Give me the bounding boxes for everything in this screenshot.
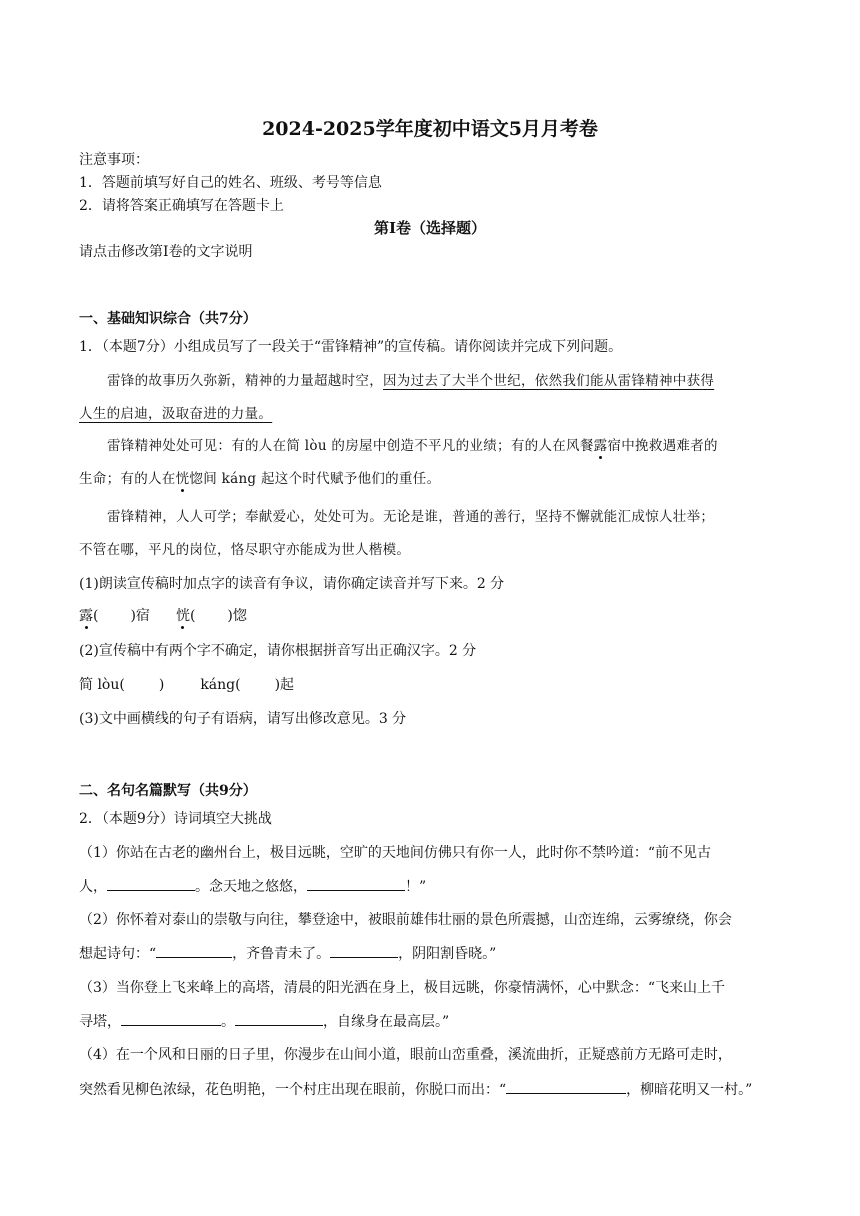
underlined-sentence: 因为过去了大半个世纪，依然我们能从雷锋精神中获得 — [383, 373, 715, 389]
pinyin-prompt: 简 lòu( — [79, 677, 125, 693]
passage-text: 生命；有的人在 — [79, 471, 176, 487]
answer-line — [79, 606, 247, 626]
passage-text: 宿中挽救遇难者的 — [607, 438, 718, 454]
poem-item — [79, 943, 496, 964]
volume-title: 第Ⅰ卷（选择题） — [373, 219, 487, 237]
pinyin-prompt: káng( — [200, 677, 241, 693]
answer-blank[interactable] — [156, 943, 232, 958]
question-stem: 2．（本题9分）诗词填空大挑战 — [79, 811, 272, 827]
section-heading: 一、基础知识综合（共7分） — [79, 311, 257, 327]
poem-item: （4）在一个风和日丽的日子里，你漫步在山间小道，眼前山峦重叠，溪流曲折，正疑惑前方无路可走时， — [79, 1047, 732, 1063]
volume-note: 请点击修改第Ⅰ卷的文字说明 — [79, 244, 253, 260]
passage-line — [79, 469, 440, 489]
answer-line — [79, 675, 294, 695]
notice-item: 1．答题前填写好自己的姓名、班级、考号等信息 — [79, 175, 382, 191]
underlined-sentence: 人生的启迪，汲取奋进的力量。 — [79, 406, 273, 422]
notice-heading: 注意事项： — [79, 152, 149, 168]
answer-blank[interactable] — [107, 876, 195, 891]
dotted-char: 恍 — [175, 608, 190, 624]
dotted-char: 恍 — [175, 471, 190, 487]
poem-item — [79, 1079, 752, 1100]
exam-title: 2024-2025学年度初中语文5月月考卷 — [262, 118, 598, 140]
notice-item: 2．请将答案正确填写在答题卡上 — [79, 198, 284, 214]
answer-blank[interactable] — [330, 943, 398, 958]
sub-question: (2)宣传稿中有两个字不确定，请你根据拼音写出正确汉字。2 分 — [79, 643, 477, 659]
passage-line: 雷锋精神，人人可学；奉献爱心，处处可为。无论是谁，普通的善行，坚持不懈就能汇成惊人壮举； — [107, 509, 715, 525]
poem-item — [79, 876, 426, 897]
paren-close: ) — [158, 677, 165, 693]
poem-item: （1）你站在古老的幽州台上，极目远眺，空旷的天地间仿佛只有你一人，此时你不禁吟道：“前不见古 — [79, 845, 712, 861]
poem-item — [79, 1011, 449, 1032]
text: ，阴阳割昏晓。” — [398, 946, 497, 962]
text: 人， — [79, 879, 107, 895]
passage-line — [79, 404, 272, 424]
poem-item: （2）你怀着对泰山的崇敬与向往，攀登途中，被眼前雄伟壮丽的景色所震撼，山峦连绵，云雾缭绕，你会 — [79, 912, 732, 928]
text: 寻塔， — [79, 1014, 121, 1030]
text: ，齐鲁青未了。 — [232, 946, 331, 962]
paren-open: ( — [189, 608, 196, 624]
answer-blank[interactable] — [307, 876, 405, 891]
answer-blank[interactable] — [235, 1011, 323, 1026]
text: ，自缘身在最高层。” — [323, 1014, 450, 1030]
section-heading: 二、名句名篇默写（共9分） — [79, 783, 257, 799]
poem-item: （3）当你登上飞来峰上的高塔，清晨的阳光洒在身上，极目远眺，你豪情满怀，心中默念：“飞来山上千 — [79, 980, 726, 996]
answer-blank[interactable] — [506, 1079, 626, 1094]
paren-close: )起 — [274, 677, 295, 693]
passage-text: 雷锋的故事历久弥新，精神的力量超越时空， — [107, 373, 383, 389]
dotted-char: 露 — [79, 608, 93, 624]
passage-line: 不管在哪，平凡的岗位，恪尽职守亦能成为世人楷模。 — [79, 542, 411, 558]
passage-line — [107, 436, 718, 456]
text: 。 — [221, 1014, 235, 1030]
question-stem: 1．（本题7分）小组成员写了一段关于“雷锋精神”的宣传稿。请你阅读并完成下列问题。 — [79, 339, 623, 355]
sub-question: (3)文中画横线的句子有语病，请写出修改意见。3 分 — [79, 711, 407, 727]
text: ，柳暗花明又一村。” — [626, 1082, 753, 1098]
text: 突然看见柳色浓绿，花色明艳，一个村庄出现在眼前，你脱口而出：“ — [79, 1082, 507, 1098]
text: 。念天地之悠悠， — [195, 879, 307, 895]
text: ！” — [405, 879, 427, 895]
text: 想起诗句：“ — [79, 946, 157, 962]
passage-line — [107, 371, 714, 391]
paren-close: )惚 — [227, 608, 247, 624]
passage-text: 雷锋精神处处可见：有的人在简 lòu 的房屋中创造不平凡的业绩；有的人在风餐 — [107, 438, 594, 454]
sub-question: (1)朗读宣传稿时加点字的读音有争议，请你确定读音并写下来。2 分 — [79, 576, 505, 592]
paren-open: ( — [93, 608, 99, 624]
answer-blank[interactable] — [121, 1011, 221, 1026]
dotted-char: 露 — [593, 438, 608, 454]
passage-text: 惚间 káng 起这个时代赋予他们的重任。 — [189, 471, 441, 487]
paren-close: )宿 — [130, 608, 150, 624]
